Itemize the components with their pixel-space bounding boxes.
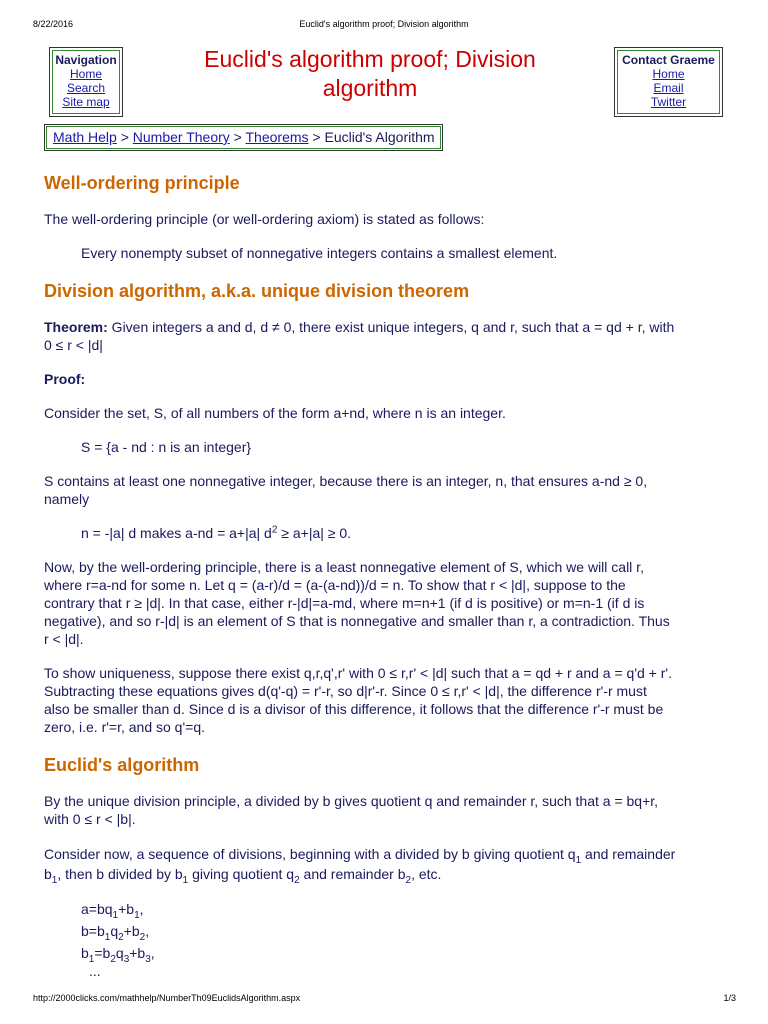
sub: 1 [104, 931, 111, 943]
eq-text: , [139, 901, 144, 917]
sub: 1 [112, 909, 119, 921]
proof-p3-line: where r=a-nd for some n. Let q = (a-r)/d = (a-(a-nd))/d = n. To show that r < |d|, suppose to the [44, 577, 626, 593]
sub: 1 [88, 953, 95, 965]
euclid-p1 [44, 792, 724, 828]
sub: 3 [123, 953, 130, 965]
proof-label: Proof: [44, 371, 86, 387]
page-title-line1: Euclid's algorithm proof; Division [204, 46, 536, 72]
proof-p3-line: negative), and so r-|d| is an element of S that is nonnegative and smaller than r, a contradiction. Thus [44, 613, 670, 629]
euclid-heading: Euclid's algorithm [44, 755, 200, 775]
print-url: http://2000clicks.com/mathhelp/NumberTh09EuclidsAlgorithm.aspx [33, 993, 301, 1003]
eq-text: q [110, 923, 119, 939]
proof-p4-line: zero, i.e. r'=r, and so q'=q. [44, 719, 205, 735]
breadcrumb-separator: > [308, 129, 325, 145]
breadcrumb-number-theory[interactable]: Number Theory [132, 129, 230, 145]
eq-text: +b [118, 901, 135, 917]
euclid-p2-text: , then b divided by b [57, 866, 183, 882]
proof-p3-line: r < |d|. [44, 631, 84, 647]
equation-n-part2: ≥ a+|a| ≥ 0. [277, 525, 352, 541]
theorem-label: Theorem: [44, 319, 108, 335]
print-page-number: 1/3 [723, 993, 736, 1003]
sub: 2 [110, 953, 116, 965]
breadcrumb [44, 124, 443, 151]
sub: 1 [51, 874, 58, 886]
print-title: Euclid's algorithm proof; Division algorithm [299, 19, 469, 29]
proof-p3 [44, 558, 724, 648]
euclid-p2-text: and remainder [581, 846, 676, 862]
breadcrumb-theorems[interactable]: Theorems [245, 129, 309, 145]
sub: 2 [405, 874, 412, 886]
contact-box [614, 47, 723, 117]
euclid-p1-line1: By the unique division principle, a divided by b gives quotient q and remainder r, such that a = bq+r, [44, 793, 659, 809]
division-heading: Division algorithm, a.k.a. unique division theorem [44, 281, 470, 301]
breadcrumb-math-help[interactable]: Math Help [53, 129, 117, 145]
equation-1 [81, 898, 724, 920]
wellordering-heading: Well-ordering principle [44, 173, 240, 193]
equation-n-part1: n = -|a| d makes a-nd = a+|a| d [81, 525, 272, 541]
equation-n [44, 524, 724, 542]
eq-text: +b [129, 945, 146, 961]
euclid-p2 [44, 844, 724, 884]
euclid-equations [44, 898, 724, 978]
euclid-p2-text: b [44, 866, 52, 882]
nav-home-link[interactable]: Home [69, 67, 102, 81]
main-content [44, 160, 724, 978]
euclid-p2-text: Consider now, a sequence of divisions, beginning with a divided by b giving quotient q [44, 846, 576, 862]
navigation-heading: Navigation [55, 53, 117, 67]
theorem-text: Given integers a and d, d ≠ 0, there exist unique integers, q and r, such that a = qd + r, with [107, 319, 675, 335]
contact-twitter-link[interactable]: Twitter [650, 95, 687, 109]
sub: 1 [134, 909, 140, 921]
proof-p4-line: Subtracting these equations gives d(q'-q) = r'-r, so d|r'-r. Since 0 ≤ r,r' < |d|, the difference r'-r must [44, 683, 647, 699]
eq-text: =b [94, 945, 111, 961]
proof-p4-line: also be smaller than d. Since d is a divisor of this difference, it follows that the difference r'-r must be [44, 701, 664, 717]
euclid-p2-text: giving quotient q [188, 866, 295, 882]
equation-n-sup: 2 [271, 524, 278, 536]
proof-p4-line: To show uniqueness, suppose there exist q,r,q',r' with 0 ≤ r,r' < |d| such that a = qd + r and a = q'd + r'. [44, 665, 672, 681]
proof-p3-line: Now, by the well-ordering principle, there is a least nonnegative element of S, which we will call r, [44, 559, 644, 575]
eq-text: +b [123, 923, 140, 939]
proof-p3-line: contrary that r ≥ |d|. In that case, either r-|d|=a-md, where m=n+1 (if d is positive) or m=n-1 (if d is [44, 595, 645, 611]
sub: 2 [294, 874, 300, 886]
eq-text: b=b [81, 923, 105, 939]
proof-p2-line2: namely [44, 491, 90, 507]
navigation-box [49, 47, 123, 117]
nav-sitemap-link[interactable]: Site map [62, 95, 110, 109]
contact-home-link[interactable]: Home [652, 67, 685, 81]
set-definition: S = {a - nd : n is an integer} [81, 439, 252, 455]
page-title [150, 45, 590, 103]
eq-text: a=bq [81, 901, 113, 917]
equation-2 [81, 920, 724, 942]
page-title-line2: algorithm [322, 75, 418, 101]
wellordering-intro: The well-ordering principle (or well-ordering axiom) is stated as follows: [44, 211, 485, 227]
print-header [0, 19, 768, 31]
euclid-p2-text: , etc. [411, 866, 442, 882]
contact-email-link[interactable]: Email [653, 81, 684, 95]
nav-search-link[interactable]: Search [66, 81, 106, 95]
theorem-text-2: 0 ≤ r < |d| [44, 337, 103, 353]
equation-ellipsis: ... [89, 963, 101, 979]
euclid-p2-text: and remainder b [299, 866, 406, 882]
eq-text: q [115, 945, 124, 961]
division-theorem [44, 318, 724, 354]
sub: 1 [182, 874, 189, 886]
sub: 3 [145, 953, 151, 965]
proof-p1: Consider the set, S, of all numbers of the form a+nd, where n is an integer. [44, 405, 506, 421]
sub: 2 [139, 931, 146, 943]
proof-label-paragraph [44, 370, 724, 388]
breadcrumb-current: Euclid's Algorithm [324, 129, 435, 145]
proof-p4 [44, 664, 724, 736]
euclid-p1-line2: with 0 ≤ r < |b|. [44, 811, 136, 827]
sub: 1 [575, 854, 582, 866]
eq-text: , [145, 923, 150, 939]
proof-p2-line1: S contains at least one nonnegative integer, because there is an integer, n, that ensures a-nd ≥ 0, [44, 473, 648, 489]
eq-text: b [81, 945, 89, 961]
eq-text: , [150, 945, 155, 961]
breadcrumb-separator: > [116, 129, 133, 145]
breadcrumb-separator: > [229, 129, 246, 145]
wellordering-statement: Every nonempty subset of nonnegative integers contains a smallest element. [81, 245, 558, 261]
proof-p2 [44, 472, 724, 508]
print-date: 8/22/2016 [33, 19, 74, 29]
contact-heading: Contact Graeme [622, 53, 715, 67]
sub: 2 [118, 931, 124, 943]
equation-3 [81, 942, 724, 964]
